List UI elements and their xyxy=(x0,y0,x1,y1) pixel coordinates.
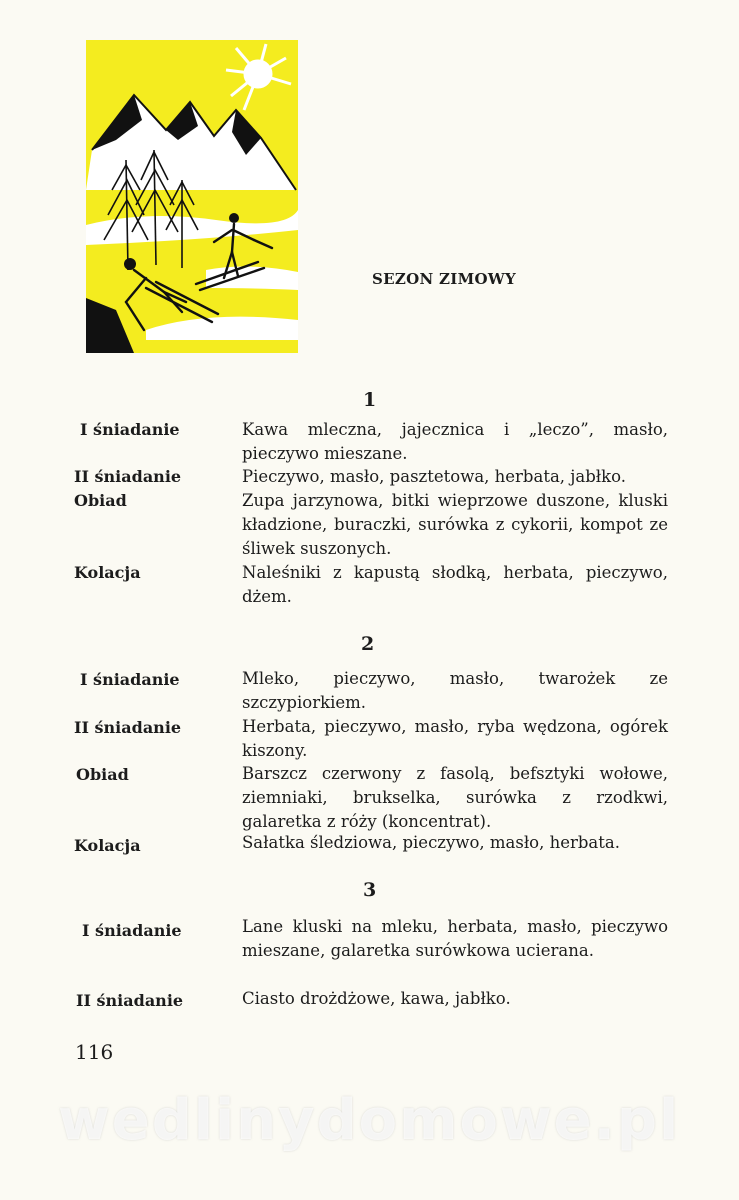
menu-number-2: 2 xyxy=(361,633,375,655)
meal-label: Kolacja xyxy=(74,836,141,855)
menu-number-1: 1 xyxy=(363,389,377,411)
meal-description: Herbata, pieczywo, masło, ryba wędzona, ogórek kiszony. xyxy=(242,717,668,760)
page-number: 116 xyxy=(75,1040,114,1064)
meal-description: Kawa mleczna, jajecznica i „leczo”, masło, pieczywo mieszane. xyxy=(242,420,668,463)
meal-label: II śniadanie xyxy=(74,718,182,737)
meal-description: Sałatka śledziowa, pieczywo, masło, herbata. xyxy=(242,833,620,852)
meal-description: Zupa jarzynowa, bitki wieprzowe duszone, kluski kładzione, buraczki, surówka z cykorii, kompot ze śliwek suszonych. xyxy=(242,491,668,558)
meal-label: II śniadanie xyxy=(76,991,184,1010)
meal-label: I śniadanie xyxy=(80,420,180,439)
meal-label: II śniadanie xyxy=(74,467,182,486)
meal-description: Mleko, pieczywo, masło, twarożek ze szczypiorkiem. xyxy=(242,669,668,712)
meal-description: Barszcz czerwony z fasolą, befsztyki wołowe, ziemniaki, brukselka, surówka z rzodkwi, galaretka z róży (koncentrat). xyxy=(242,764,668,831)
menu-number-3: 3 xyxy=(363,879,377,901)
meal-description: Lane kluski na mleku, herbata, masło, pieczywo mieszane, galaretka surówkowa ucierana. xyxy=(242,917,668,960)
meal-label: I śniadanie xyxy=(80,670,180,689)
meal-label: Kolacja xyxy=(74,563,141,582)
section-title: SEZON ZIMOWY xyxy=(372,270,517,288)
winter-skiing-illustration xyxy=(86,40,298,353)
meal-label: Obiad xyxy=(76,765,129,784)
meal-description: Naleśniki z kapustą słodką, herbata, pieczywo, dżem. xyxy=(242,563,668,606)
meal-label: I śniadanie xyxy=(82,921,182,940)
meal-description: Pieczywo, masło, pasztetowa, herbata, jabłko. xyxy=(242,467,627,486)
watermark: wedlinydomowe.pl xyxy=(58,1088,681,1153)
meal-label: Obiad xyxy=(74,491,127,510)
meal-description: Ciasto drożdżowe, kawa, jabłko. xyxy=(242,989,511,1008)
